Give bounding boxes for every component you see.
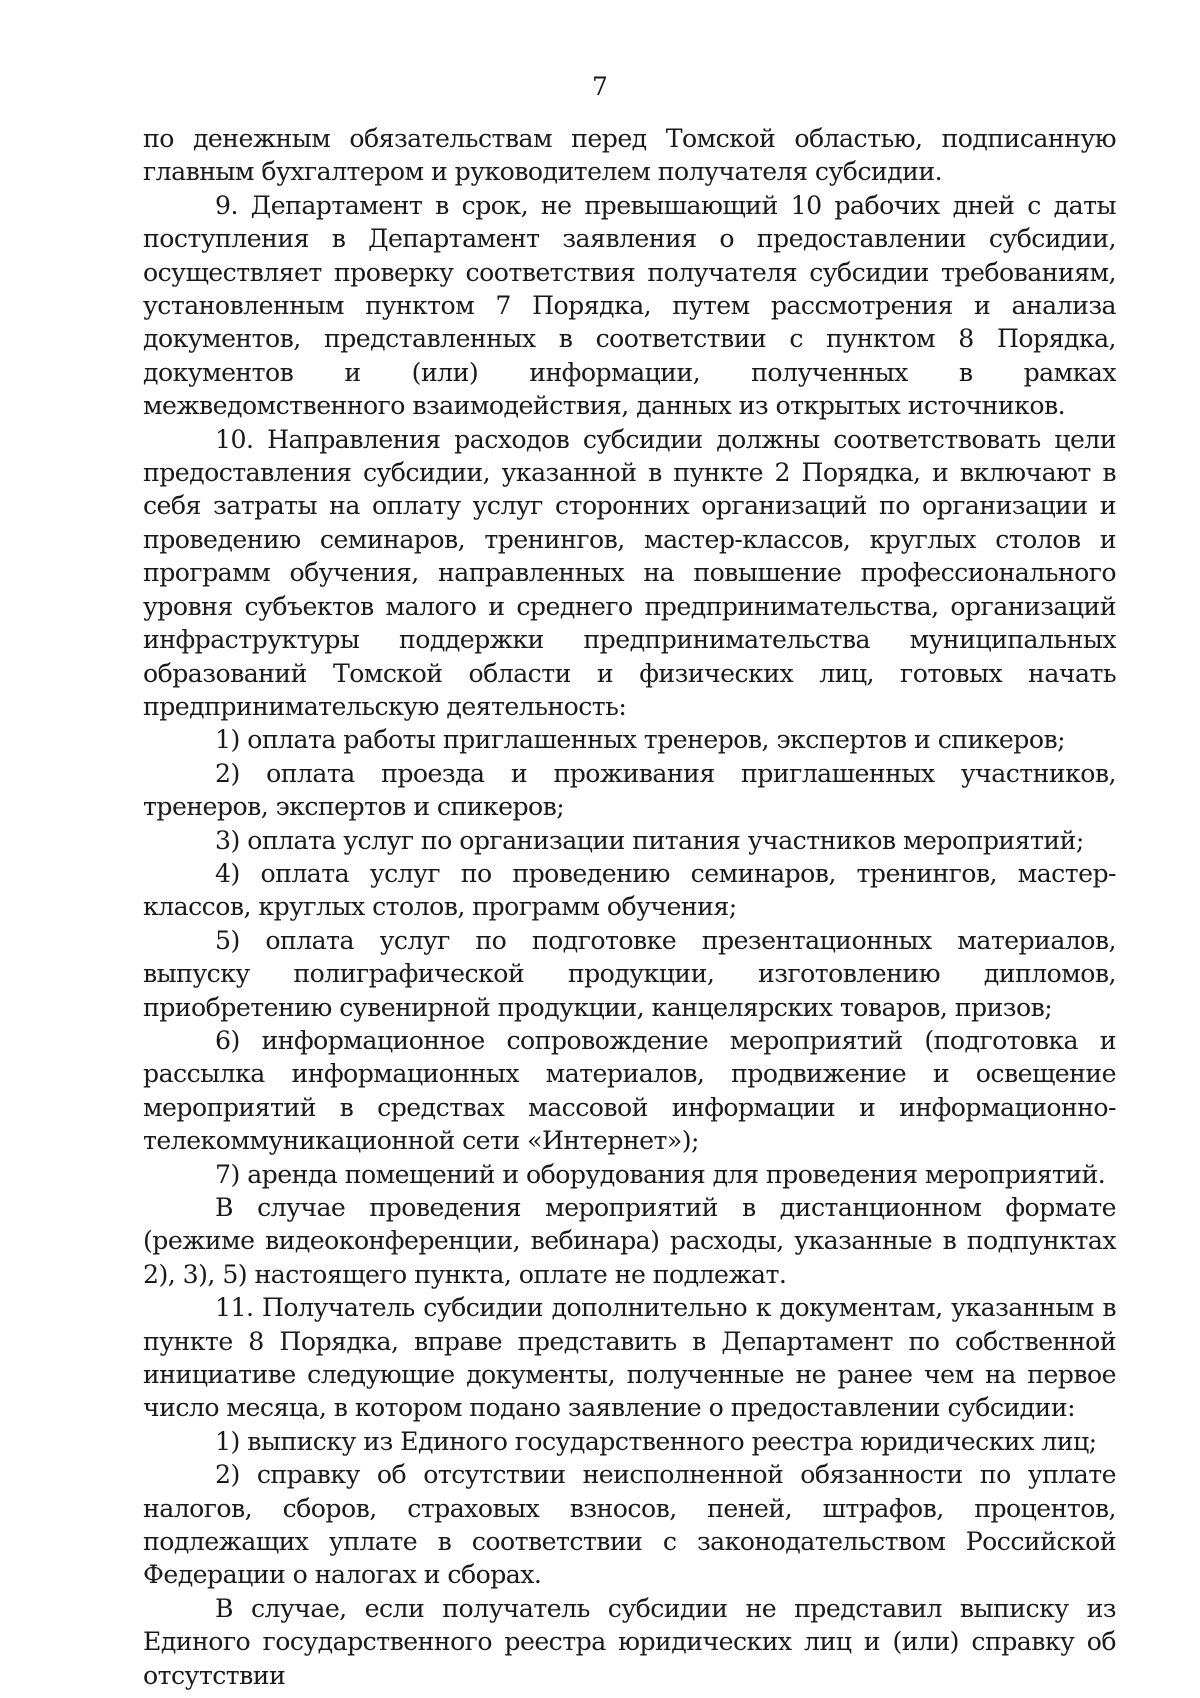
page-number: 7 — [592, 72, 608, 101]
subitem-10-3: 3) оплата услуг по организации питания участников мероприятий; — [215, 825, 1084, 855]
document-body — [143, 122, 1116, 1692]
subitem-10-6: 6) информационное сопровождение мероприятий (подготовка и рассылка информационных материалов, продвижение и освещение мероприятий в средствах массовой информации и информационно-телекоммуникационной сети «Интернет»); — [143, 1025, 1116, 1156]
subitem-11-2: 2) справку об отсутствии неисполненной обязанности по уплате налогов, сборов, страховых взносов, пеней, штрафов, процентов, подлежащих уплате в соответствии с законодательством Российской Федерации о налогах и сборах. — [143, 1460, 1116, 1590]
paragraph-remote-format: В случае проведения мероприятий в дистанционном формате (режиме видеоконференции, вебинара) расходы, указанные в подпунктах 2), 3), 5) настоящего пункта, оплате не подлежат. — [143, 1193, 1116, 1289]
subitem-10-2: 2) оплата проезда и проживания приглашенных участников, тренеров, экспертов и спикеров; — [143, 758, 1116, 822]
paragraph-item-11: 11. Получатель субсидии дополнительно к документам, указанным в пункте 8 Порядка, вправе представить в Департамент по собственной инициативе следующие документы, полученные не ранее чем на первое число месяца, в котором подано заявление о предоставлении субсидии: — [143, 1293, 1116, 1423]
subitem-10-4: 4) оплата услуг по проведению семинаров, тренингов, мастер-классов, круглых столов, программ обучения; — [143, 858, 1116, 922]
subitem-10-1: 1) оплата работы приглашенных тренеров, экспертов и спикеров; — [215, 725, 1066, 755]
paragraph-final: В случае, если получатель субсидии не представил выписку из Единого государственного реестра юридических лиц и (или) справку об отсутствии — [143, 1593, 1116, 1690]
paragraph-continuation: по денежным обязательствам перед Томской областью, подписанную главным бухгалтером и руководителем получателя субсидии. — [143, 124, 1116, 187]
paragraph-item-9: 9. Департамент в срок, не превышающий 10 рабочих дней с даты поступления в Департамент заявления о предоставлении субсидии, осуществляет проверку соответствия получателя субсидии требованиям, установленным пунктом 7 Порядка, путем рассмотрения и анализа документов, представленных в соответствии с пунктом 8 Порядка, документов и (или) информации, полученных в рамках межведомственного взаимодействия, данных из открытых источников. — [143, 190, 1116, 421]
paragraph-item-10: 10. Направления расходов субсидии должны соответствовать цели предоставления субсидии, указанной в пункте 2 Порядка, и включают в себя затраты на оплату услуг сторонних организаций по организации и проведению семинаров, тренингов, мастер-классов, круглых столов и программ обучения, направленных на повышение профессионального уровня субъектов малого и среднего предпринимательства, организаций инфраструктуры поддержки предпринимательства муниципальных образований Томской области и физических лиц, готовых начать предпринимательскую деятельность: — [143, 424, 1116, 721]
subitem-10-7: 7) аренда помещений и оборудования для проведения мероприятий. — [215, 1159, 1106, 1189]
subitem-11-1: 1) выписку из Единого государственного реестра юридических лиц; — [215, 1426, 1097, 1456]
subitem-10-5: 5) оплата услуг по подготовке презентационных материалов, выпуску полиграфической продукции, изготовлению дипломов, приобретению сувенирной продукции, канцелярских товаров, призов; — [143, 925, 1116, 1022]
